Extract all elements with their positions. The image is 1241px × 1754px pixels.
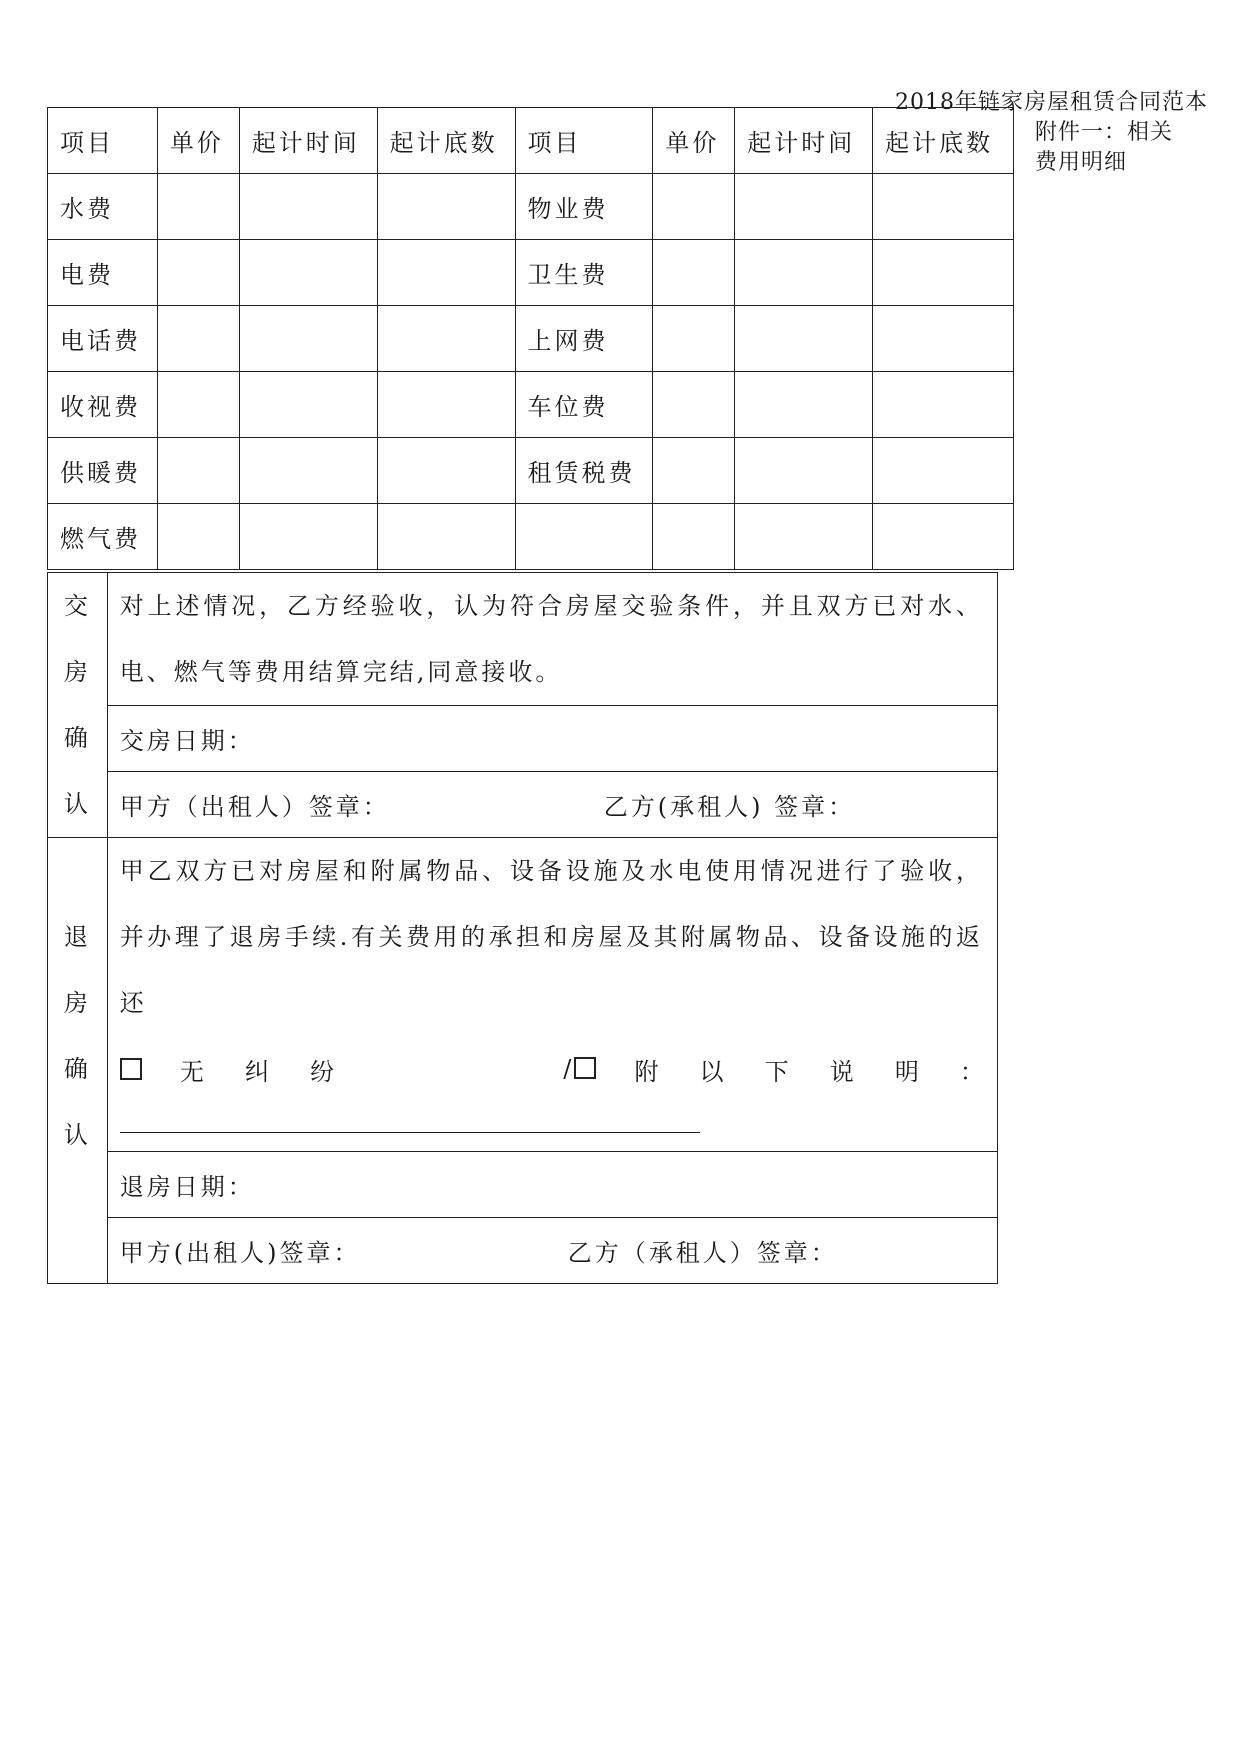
handover-date-row: [48, 706, 998, 772]
unit-price-cell[interactable]: [157, 504, 239, 570]
handover-section-label: 交 房 确 认: [48, 573, 108, 838]
start-reading-cell[interactable]: [377, 306, 515, 372]
start-time-cell[interactable]: [239, 240, 377, 306]
no-dispute-char: 纠: [244, 1057, 272, 1086]
checkout-statement: 甲乙双方已对房屋和附属物品、设备设施及水电使用情况进行了验收，并办理了退房手续.有关费用的承担和房屋及其附属物品、设备设施的返还: [119, 857, 983, 1017]
start-reading-cell[interactable]: [377, 504, 515, 570]
checkout-statement-row: [48, 838, 998, 1152]
fee-item-label: 收视费: [48, 372, 158, 438]
fee-item-label[interactable]: [515, 504, 653, 570]
fee-item-label: 燃气费: [48, 504, 158, 570]
start-reading-cell[interactable]: [873, 240, 1014, 306]
no-dispute-char: 无: [179, 1057, 207, 1086]
fee-row: [48, 240, 1014, 306]
column-header: 起计时间: [735, 108, 873, 174]
unit-price-cell[interactable]: [653, 306, 735, 372]
unit-price-cell[interactable]: [653, 372, 735, 438]
fee-row: [48, 504, 1014, 570]
tenant-signature-field[interactable]: 乙方（承租人）签章：: [567, 1239, 838, 1267]
column-header: 单价: [653, 108, 735, 174]
fee-item-label: 供暖费: [48, 438, 158, 504]
handover-date-field[interactable]: 交房日期：: [107, 706, 997, 772]
checkout-section-label: 退 房 确 认: [48, 838, 108, 1284]
start-time-cell[interactable]: [239, 174, 377, 240]
column-header: 项目: [515, 108, 653, 174]
start-reading-cell[interactable]: [377, 372, 515, 438]
start-reading-cell[interactable]: [377, 240, 515, 306]
unit-price-cell[interactable]: [157, 372, 239, 438]
option-separator: /: [563, 1055, 575, 1083]
no-dispute-char: 纷: [310, 1057, 338, 1086]
start-time-cell[interactable]: [735, 174, 873, 240]
fee-row: [48, 372, 1014, 438]
checkout-date-row: [48, 1152, 998, 1218]
column-header: 单价: [157, 108, 239, 174]
document-title: 2018年链家房屋租赁合同范本: [895, 90, 1208, 115]
unit-price-cell[interactable]: [157, 240, 239, 306]
fee-row: [48, 306, 1014, 372]
unit-price-cell[interactable]: [157, 438, 239, 504]
fee-item-label: 电费: [48, 240, 158, 306]
landlord-signature-field[interactable]: 甲方（出租人）签章：: [119, 793, 390, 821]
fee-row: [48, 438, 1014, 504]
fee-item-label: 租赁税费: [515, 438, 653, 504]
notes-checkbox[interactable]: [574, 1057, 596, 1079]
notes-char: ：: [959, 1057, 987, 1086]
start-reading-cell[interactable]: [873, 174, 1014, 240]
checkout-date-field[interactable]: 退房日期：: [107, 1152, 997, 1218]
dispute-options: [120, 1036, 997, 1102]
start-time-cell[interactable]: [735, 240, 873, 306]
notes-char: 附: [634, 1057, 662, 1086]
tenant-signature-field[interactable]: 乙方(承租人) 签章：: [603, 793, 856, 821]
handover-statement: 对上述情况，乙方经验收，认为符合房屋交验条件，并且双方已对水、电、燃气等费用结算完结,同意接收。: [107, 573, 997, 706]
column-header: 起计时间: [239, 108, 377, 174]
handover-signature-row: [48, 772, 998, 838]
column-header: 起计底数: [377, 108, 515, 174]
checkout-signature-row: [48, 1218, 998, 1284]
no-dispute-checkbox[interactable]: [120, 1058, 142, 1080]
start-time-cell[interactable]: [239, 306, 377, 372]
unit-price-cell[interactable]: [653, 504, 735, 570]
fee-item-label: 电话费: [48, 306, 158, 372]
start-reading-cell[interactable]: [873, 372, 1014, 438]
notes-char: 说: [829, 1057, 857, 1086]
confirmation-table: [47, 572, 998, 1284]
notes-blank-line[interactable]: [120, 1102, 700, 1133]
start-reading-cell[interactable]: [873, 438, 1014, 504]
notes-char: 以: [699, 1057, 727, 1086]
unit-price-cell[interactable]: [653, 174, 735, 240]
start-time-cell[interactable]: [735, 372, 873, 438]
start-reading-cell[interactable]: [377, 174, 515, 240]
start-time-cell[interactable]: [239, 372, 377, 438]
fee-table-header-row: [48, 108, 1014, 174]
start-time-cell[interactable]: [239, 504, 377, 570]
start-reading-cell[interactable]: [873, 504, 1014, 570]
start-reading-cell[interactable]: [377, 438, 515, 504]
unit-price-cell[interactable]: [157, 306, 239, 372]
fee-item-label: 上网费: [515, 306, 653, 372]
fee-item-label: 物业费: [515, 174, 653, 240]
start-time-cell[interactable]: [735, 504, 873, 570]
unit-price-cell[interactable]: [653, 240, 735, 306]
unit-price-cell[interactable]: [653, 438, 735, 504]
fee-row: [48, 174, 1014, 240]
landlord-signature-field[interactable]: 甲方(出租人)签章：: [119, 1239, 361, 1267]
start-reading-cell[interactable]: [873, 306, 1014, 372]
attachment-subtitle: 附件一：相关费用明细: [1035, 120, 1174, 175]
notes-char: 明: [894, 1057, 922, 1086]
fee-item-label: 水费: [48, 174, 158, 240]
start-time-cell[interactable]: [735, 438, 873, 504]
fee-item-label: 卫生费: [515, 240, 653, 306]
fee-item-label: 车位费: [515, 372, 653, 438]
start-time-cell[interactable]: [735, 306, 873, 372]
notes-char: 下: [764, 1057, 792, 1086]
handover-statement-row: [48, 573, 998, 706]
column-header: 项目: [48, 108, 158, 174]
column-header: 起计底数: [873, 108, 1014, 174]
fee-detail-table: [47, 107, 1014, 570]
unit-price-cell[interactable]: [157, 174, 239, 240]
start-time-cell[interactable]: [239, 438, 377, 504]
